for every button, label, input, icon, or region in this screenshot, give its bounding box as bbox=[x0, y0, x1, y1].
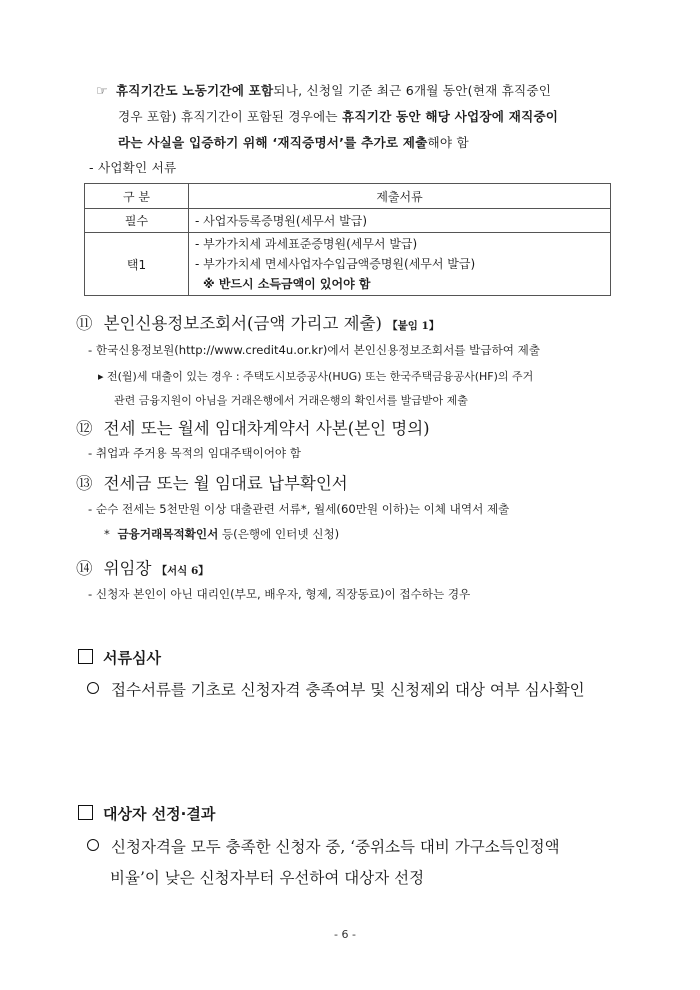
circle-bullet-icon bbox=[87, 839, 99, 851]
section-selection-bullet: 신청자격을 모두 충족한 신청자 중, ‘중위소득 대비 가구소득인정액 bbox=[87, 835, 560, 857]
table-cell-documents: - 사업자등록증명원(세무서 발급) bbox=[189, 209, 611, 233]
note-line-1: ☞ 휴직기간도 노동기간에 포함되나, 신청일 기준 최근 6개월 동안(현재 휴직중인 bbox=[96, 83, 552, 99]
item-12-heading: ⑫ 전세 또는 월세 임대차계약서 사본(본인 명의) bbox=[76, 419, 430, 438]
checkbox-square-icon bbox=[78, 649, 93, 664]
section-selection-title: 대상자 선정·결과 bbox=[78, 803, 215, 824]
table-header-row bbox=[85, 184, 611, 209]
business-docs-label: - 사업확인 서류 bbox=[89, 160, 177, 175]
pointing-hand-icon: ☞ bbox=[96, 84, 108, 99]
business-docs-table bbox=[84, 183, 611, 296]
table-cell-category: 택1 bbox=[85, 233, 189, 296]
table-header-documents: 제출서류 bbox=[189, 184, 611, 209]
table-row bbox=[85, 209, 611, 233]
attachment-tag: 【붙임 1】 bbox=[387, 320, 440, 332]
checkbox-square-icon bbox=[78, 805, 93, 820]
circle-bullet-icon bbox=[87, 682, 99, 694]
income-note: ※ 반드시 소득금액이 있어야 함 bbox=[203, 277, 371, 291]
form-tag: 【서식 6】 bbox=[156, 565, 209, 577]
table-cell-documents: - 부가가치세 과세표준증명원(세무서 발급) - 부가가치세 면세사업자수입금액증명원(세무서 발급) ※ 반드시 소득금액이 있어야 함 bbox=[189, 233, 611, 296]
section-document-review-bullet: 접수서류를 기초로 신청자격 충족여부 및 신청제외 대상 여부 심사확인 bbox=[87, 678, 585, 700]
item-13-heading: ⑬ 전세금 또는 월 임대료 납부확인서 bbox=[76, 474, 348, 493]
note-line-3: 라는 사실을 입증하기 위해 ‘재직증명서’를 추가로 제출해야 함 bbox=[118, 135, 469, 150]
item-11-heading: ⑪ 본인신용정보조회서(금액 가리고 제출) 【붙임 1】 bbox=[76, 314, 440, 333]
section-document-review-title: 서류심사 bbox=[78, 647, 161, 668]
page-number: - 6 - bbox=[334, 928, 356, 941]
note-line-2: 경우 포함) 휴직기간이 포함된 경우에는 휴직기간 동안 해당 사업장에 재직중이 bbox=[118, 109, 559, 124]
section-selection-bullet-cont: 비율’이 낮은 신청자부터 우선하여 대상자 선정 bbox=[110, 869, 425, 887]
item-14-heading: ⑭ 위임장 【서식 6】 bbox=[76, 559, 209, 578]
table-cell-category: 필수 bbox=[85, 209, 189, 233]
item-13-footnote: * 금융거래목적확인서 등(은행에 인터넷 신청) bbox=[104, 527, 340, 541]
table-row bbox=[85, 233, 611, 296]
table-header-category: 구 분 bbox=[85, 184, 189, 209]
